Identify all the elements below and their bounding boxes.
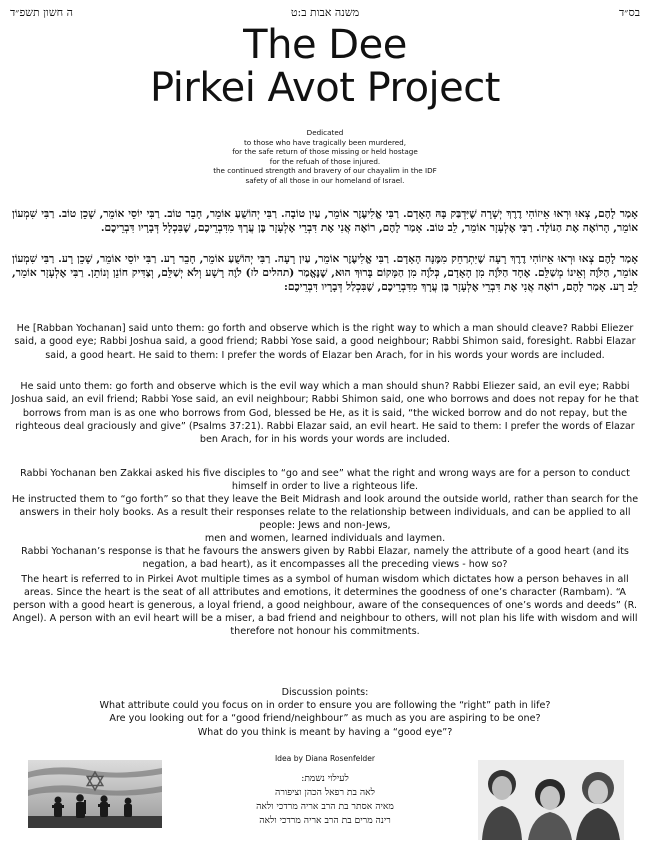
commentary-text: men and women, learned individuals and laymen. (204, 533, 446, 545)
commentary-paragraph-2 (10, 493, 640, 545)
discussion-points (10, 686, 640, 739)
dedication (0, 128, 650, 186)
commentary-text: The heart is referred to in Pirkei Avot multiple times as a symbol of human wisdom which dictates how a person behaves in all areas. Since the heart is the seat of all attributes and emotions, it determines the goodness of one’s character (Rambam). “A person with a good heart is generous, a loyal friend, a good neighbour, aware of the consequences of one’s words and deeds” (R. Angel). A person with an evil heart will be a miser, a bad friend and neighbour to others, will not plan his life with wisdom and will therefore not honour his commitments. (12, 574, 638, 638)
mishna-reference: משנה אבות ב:ט (290, 6, 360, 19)
commentary-text: Rabbi Yochanan’s response is that he favours the answers given by Rabbi Elazar, namely the attribute of a good heart (and its negation, a bad heart), as it encompasses all the preceding views - how so? (21, 546, 629, 571)
bsd-mark: בס״ד (618, 6, 640, 19)
top-bar (0, 6, 650, 22)
idea-credit: Idea by Diana Rosenfelder (274, 754, 376, 763)
discussion-question: What do you think is meant by having a “good eye”? (197, 726, 453, 738)
page-title (0, 24, 650, 110)
translation-paragraph-1 (10, 322, 640, 362)
commentary-paragraph-4 (10, 573, 640, 638)
soldiers-flag-photo-icon (28, 760, 162, 828)
portrait-photo-icon (478, 760, 624, 840)
dedication-line: to those who have tragically been murdered, (243, 137, 407, 147)
discussion-question: What attribute could you focus on in order to ensure you are following the “right” path in life? (99, 700, 551, 712)
soldiers-flag-photo (28, 760, 162, 828)
title-line-2: Pirkei Avot Project (150, 65, 500, 111)
dedication-line: the continued strength and bravery of our chayalim in the IDF (213, 166, 437, 176)
hebrew-date: ה חשון תשפ״ד (10, 6, 73, 19)
hebrew-mishna-part-2: אָמַר לָהֶם צְאוּ וּרְאוּ אֵיזוֹהִי דֶרֶךְ רָעָה שֶׁיִּתְרַחֵק מִמֶּנָּה הָאָדָם. רַבִּי אֱלִיעֶזֶר אוֹמֵר, עַיִן רָעָה. רַבִּי יְהוֹשֻׁעַ אוֹמֵר, חָבֵר רָע. רַבִּי יוֹסֵי אוֹמֵר, שָׁכֵן רָע. רַבִּי שִׁמְעוֹן אוֹמֵר, הַלֹּוֶה וְאֵינוֹ מְשַׁלֵּם. אֶחָד הַלֹּוֶה מִן הָאָדָם, כְּלֹוֶה מִן הַמָּקוֹם בָּרוּךְ הוּא, שֶׁנֶּאֱמַר (תהלים לז) לֹוֶה רָשָׁע וְלֹא יְשַׁלֵּם, וְצַדִּיק חוֹנֵן וְנוֹתֵן. רַבִּי אֶלְעָזָר אוֹמֵר, לֵב רָע. אָמַר לָהֶם, רוֹאֶה אֲנִי אֶת דִּבְרֵי אֶלְעָזָר בֶּן עֲרָךְ מִדִּבְרֵיכֶם, שֶׁבִּכְלַל דְּבָרָיו דִּבְרֵיכֶם: (12, 253, 638, 293)
memorial-name: לאה בת רפאל הכהן וציפורה (275, 787, 375, 798)
dedication-line: for the safe return of those missing or held hostage (232, 147, 418, 157)
title-line-1: The Dee (243, 22, 407, 68)
dedication-line: safety of all those in our homeland of Israel. (245, 175, 405, 185)
commentary-paragraph-3 (10, 545, 640, 571)
memorial-dedication (200, 772, 450, 828)
commentary-paragraph-1 (10, 467, 640, 493)
commentary-text: He instructed them to “go forth” so that they leave the Beit Midrash and look around the outside world, rather than search for the answers in their holy books. As a result their responses relate to the relationship between individuals, and can be applied to all people: Jews and non-Jews, (11, 494, 639, 532)
translation-paragraph-2 (10, 380, 640, 446)
hebrew-mishna-part-1: אָמַר לָהֶם, צְאוּ וּרְאוּ אֵיזוֹהִי דֶרֶךְ יְשָׁרָה שֶׁיִּדְבַּק בָּהּ הָאָדָם. רַבִּי אֱלִיעֶזֶר אוֹמֵר, עַיִן טוֹבָה. רַבִּי יְהוֹשֻׁעַ אוֹמֵר, חָבֵר טוֹב. רַבִּי יוֹסֵי אוֹמֵר, שָׁכֵן טוֹב. רַבִּי שִׁמְעוֹן אוֹמֵר, הָרוֹאֶה אֶת הַנּוֹלָד. רַבִּי אֶלְעָזָר אוֹמֵר, לֵב טוֹב. אָמַר לָהֶם, רוֹאֶה אֲנִי אֶת דִּבְרֵי אֶלְעָזָר בֶּן עֲרָךְ מִדִּבְרֵיכֶם, שֶׁבִּכְלָל דְּבָרָיו דִּבְרֵיכֶם. (12, 208, 638, 234)
discussion-question: Are you looking out for a “good friend/neighbour” as much as you are aspiring to be one? (109, 713, 541, 725)
memorial-heading: לעילוי נשמת: (301, 773, 349, 784)
dedication-line: Dedicated (306, 128, 344, 137)
commentary-text: Rabbi Yochanan ben Zakkai asked his five disciples to “go and see” what the right and wrong ways are for a person to conduct himself in order to live a righteous life. (20, 468, 630, 493)
memorial-name: רינה מרים בת הרב אריה מרדכי ולאה (259, 815, 391, 826)
translation-text: He said unto them: go forth and observe which is the evil way which a man should shun? Rabbi Eliezer said, an evil eye; Rabbi Joshua said, an evil friend; Rabbi Yose said, an evil neighbour; Rabbi Shimon said, one who borrows and does not repay for he that borrows from man is as one who borrows from God, blessed be He, as it is said, “the wicked borrow and do not repay, but the righteous deal graciously and give” (Psalms 37:21). Rabbi Elazar said, an evil heart. He said to them: I prefer the words of Elazar ben Arach, for in his words your words are included. (11, 381, 639, 446)
portrait-photo (478, 760, 624, 840)
discussion-heading: Discussion points: (281, 687, 369, 698)
translation-text: He [Rabban Yochanan] said unto them: go forth and observe which is the right way to which a man should cleave? Rabbi Eliezer said, a good eye; Rabbi Joshua said, a good friend; Rabbi Yose said, a good neighbour; Rabbi Shimon said, foresight. Rabbi Elazar said, a good heart. He said to them: I prefer the words of Elazar ben Arach, for in his words your words are included. (14, 323, 636, 361)
memorial-name: מאיה אסתר בת הרב אריה מרדכי ולאה (256, 801, 394, 812)
dedication-line: for the refuah of those injured. (269, 156, 381, 166)
